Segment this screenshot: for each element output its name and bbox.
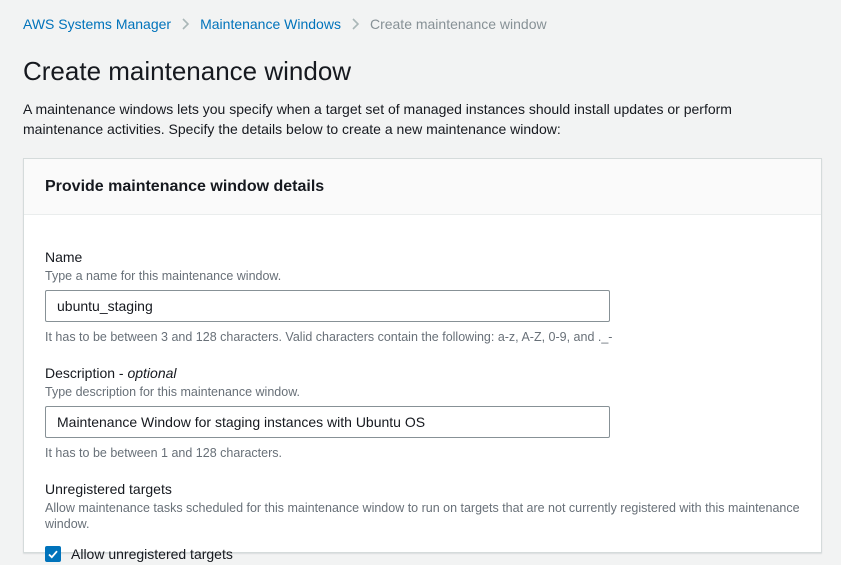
description-hint: Type description for this maintenance window. bbox=[45, 385, 300, 399]
name-label: Name bbox=[45, 249, 83, 265]
breadcrumb-link-aws-systems-manager[interactable]: AWS Systems Manager bbox=[23, 16, 172, 32]
maintenance-window-details-panel bbox=[23, 158, 822, 562]
unregistered-targets-label: Unregistered targets bbox=[45, 481, 172, 497]
panel-header bbox=[24, 159, 821, 215]
breadcrumb-current-page: Create maintenance window bbox=[369, 16, 547, 32]
chevron-right-icon bbox=[351, 18, 360, 30]
panel-body bbox=[24, 215, 821, 565]
unregistered-targets-hint: Allow maintenance tasks scheduled for this maintenance window to run on targets that are not currently registered with this maintenance window. bbox=[45, 501, 800, 531]
page-intro-text: A maintenance windows lets you specify when a target set of managed instances should install updates or perform maintenance activities. Specify the details below to create a new maintenance window: bbox=[23, 101, 732, 137]
breadcrumb-link-maintenance-windows[interactable]: Maintenance Windows bbox=[200, 16, 341, 32]
chevron-right-icon bbox=[181, 18, 190, 30]
name-constraint-text: It has to be between 3 and 128 characters. Valid characters contain the following: a-z, A-Z, 0-9, and ._- bbox=[45, 330, 613, 344]
breadcrumb bbox=[0, 0, 841, 33]
description-label-optional: optional bbox=[127, 365, 177, 381]
description-label bbox=[45, 364, 800, 382]
description-label-main: Description - bbox=[45, 365, 128, 381]
page-title: Create maintenance window bbox=[23, 56, 352, 86]
name-input[interactable] bbox=[45, 290, 610, 322]
allow-unregistered-targets-label: Allow unregistered targets bbox=[71, 546, 233, 562]
name-field-group bbox=[45, 248, 800, 345]
panel-title: Provide maintenance window details bbox=[45, 178, 325, 195]
checkbox-checked-icon[interactable] bbox=[45, 546, 61, 562]
allow-unregistered-targets-checkbox-row[interactable] bbox=[45, 545, 800, 563]
unregistered-targets-group bbox=[45, 480, 800, 563]
name-hint: Type a name for this maintenance window. bbox=[45, 269, 282, 283]
description-field-group bbox=[45, 364, 800, 461]
description-constraint-text: It has to be between 1 and 128 characters. bbox=[45, 446, 282, 460]
description-input[interactable] bbox=[45, 406, 610, 438]
